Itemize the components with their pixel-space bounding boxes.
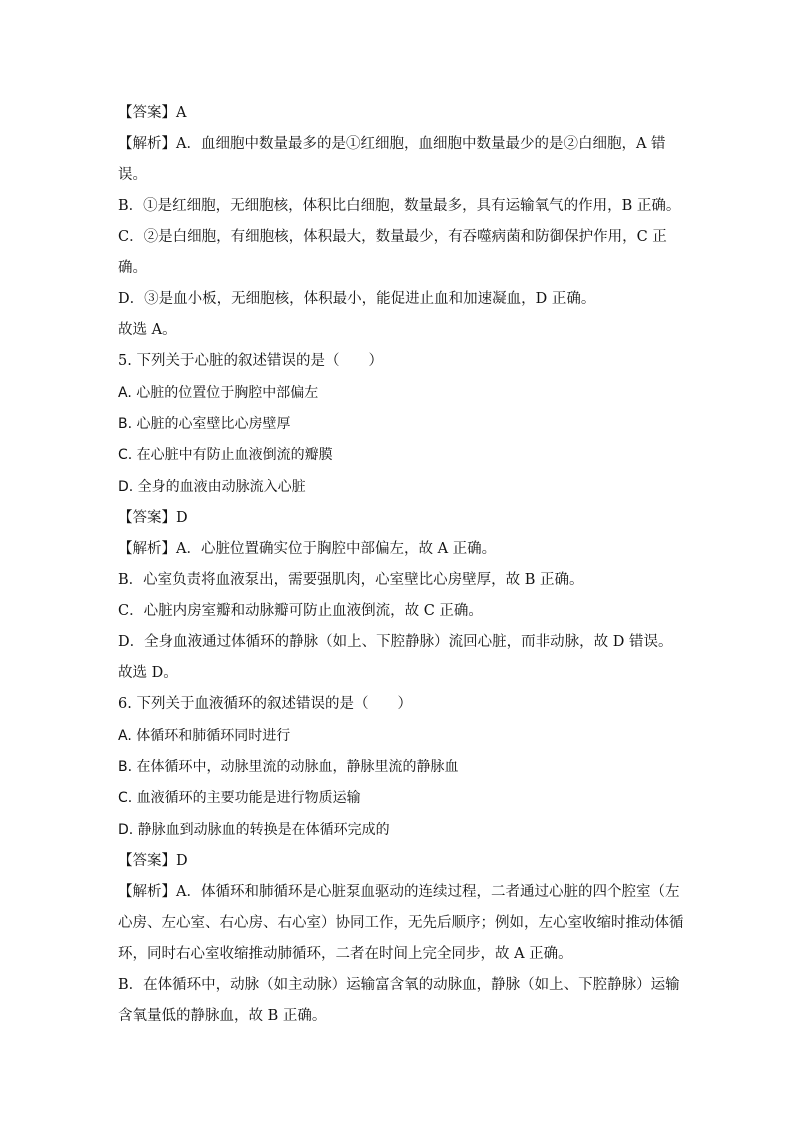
q6-analysis-a-line-3: 环，同时右心室收缩推动肺循环，二者在时间上完全同步，故 A 正确。 bbox=[118, 946, 573, 962]
q6-option-d: D. 静脉血到动脉血的转换是在体循环完成的 bbox=[118, 822, 390, 838]
q6-option-b: B. 在体循环中，动脉里流的动脉血，静脉里流的静脉血 bbox=[118, 759, 459, 775]
q4-analysis-c-line-2: 确。 bbox=[118, 260, 147, 276]
q6-answer: 【答案】D bbox=[118, 853, 188, 869]
q4-analysis-c-line-1: C．②是白细胞，有细胞核，体积最大，数量最少，有吞噬病菌和防御保护作用，C 正 bbox=[118, 229, 667, 245]
q6-option-a: A. 体循环和肺循环同时进行 bbox=[118, 728, 291, 744]
q4-answer: 【答案】A bbox=[118, 105, 187, 121]
q4-analysis-line-2: 误。 bbox=[118, 167, 147, 183]
q6-analysis-b-line-1: B．在体循环中，动脉（如主动脉）运输富含氧的动脉血，静脉（如上、下腔静脉）运输 bbox=[118, 977, 680, 993]
q5-option-c: C. 在心脏中有防止血液倒流的瓣膜 bbox=[118, 447, 333, 463]
q5-stem: 5. 下列关于心脏的叙述错误的是（ ） bbox=[118, 353, 383, 369]
q4-conclusion: 故选 A。 bbox=[118, 322, 177, 338]
q5-analysis-d: D．全身血液通过体循环的静脉（如上、下腔静脉）流回心脏，而非动脉，故 D 错误。 bbox=[118, 634, 673, 650]
q4-analysis-d: D．③是血小板，无细胞核，体积最小，能促进止血和加速凝血，D 正确。 bbox=[118, 291, 596, 307]
q5-option-a: A. 心脏的位置位于胸腔中部偏左 bbox=[118, 385, 319, 401]
q4-analysis-b: B．①是红细胞，无细胞核，体积比白细胞，数量最多，具有运输氧气的作用，B 正确。 bbox=[118, 198, 681, 214]
q5-analysis-a: 【解析】A．心脏位置确实位于胸腔中部偏左，故 A 正确。 bbox=[118, 541, 497, 557]
q6-option-c: C. 血液循环的主要功能是进行物质运输 bbox=[118, 790, 361, 806]
q5-analysis-c: C．心脏内房室瓣和动脉瓣可防止血液倒流，故 C 正确。 bbox=[118, 603, 483, 619]
q5-conclusion: 故选 D。 bbox=[118, 665, 178, 681]
q6-stem: 6. 下列关于血液循环的叙述错误的是（ ） bbox=[118, 696, 412, 712]
q6-analysis-a-line-1: 【解析】A．体循环和肺循环是心脏泵血驱动的连续过程，二者通过心脏的四个腔室（左 bbox=[118, 884, 680, 900]
q6-analysis-b-line-2: 含氧量低的静脉血，故 B 正确。 bbox=[118, 1008, 327, 1024]
q5-option-b: B. 心脏的心室壁比心房壁厚 bbox=[118, 416, 291, 432]
q5-option-d: D. 全身的血液由动脉流入心脏 bbox=[118, 479, 306, 495]
q6-analysis-a-line-2: 心房、左心室、右心房、右心室）协同工作，无先后顺序；例如，左心室收缩时推动体循 bbox=[118, 915, 684, 931]
q5-answer: 【答案】D bbox=[118, 510, 188, 526]
q5-analysis-b: B．心室负责将血液泵出，需要强肌肉，心室壁比心房壁厚，故 B 正确。 bbox=[118, 572, 584, 588]
q4-analysis-line-1: 【解析】A．血细胞中数量最多的是①红细胞，血细胞中数量最少的是②白细胞，A 错 bbox=[118, 136, 666, 152]
